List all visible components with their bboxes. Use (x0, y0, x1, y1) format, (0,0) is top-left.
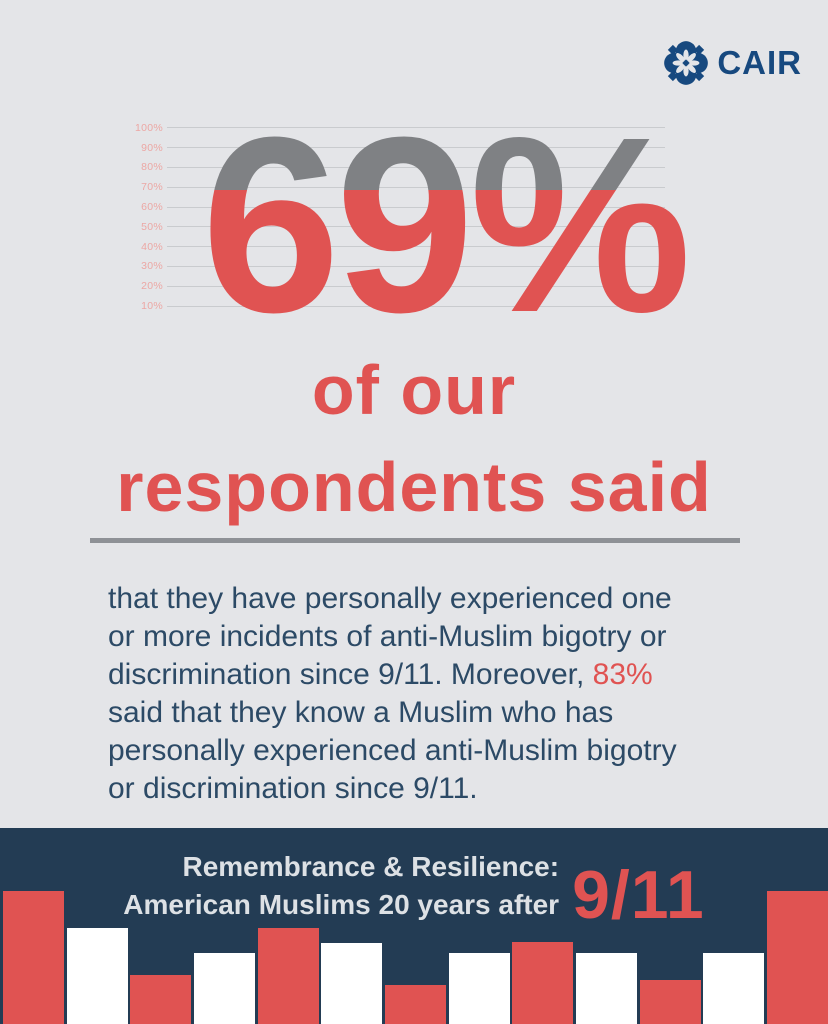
body-paragraph (108, 580, 677, 808)
flag-bar-red (767, 891, 828, 1024)
flag-bar-white (67, 928, 128, 1024)
body-text: or discrimination since 9/11. (108, 772, 478, 805)
body-line (108, 656, 677, 694)
cair-rosette-icon (663, 40, 709, 86)
flag-bar-red (258, 928, 319, 1024)
body-line (108, 694, 677, 732)
divider-rule (90, 538, 740, 543)
body-text: that they have personally experienced one (108, 582, 672, 615)
body-text: personally experienced anti-Muslim bigotry (108, 734, 677, 767)
banner-title-line-2: American Muslims 20 years after (123, 889, 560, 920)
body-line (108, 618, 677, 656)
body-text: said that they know a Muslim who has (108, 696, 614, 729)
flag-bar-red (640, 980, 701, 1024)
flag-bar-white (703, 953, 764, 1024)
stat-subtitle-line-1: of our (311, 351, 517, 429)
banner-title-line-1: Remembrance & Resilience: (182, 851, 560, 882)
stat-subtitle-line-2: respondents said (116, 448, 712, 526)
body-line (108, 732, 677, 770)
body-text: or more incidents of anti-Muslim bigotry or (108, 620, 667, 653)
brand-wordmark: CAIR (717, 44, 802, 81)
flag-bar-white (321, 943, 382, 1024)
flag-bar-white (449, 953, 510, 1024)
footer-banner (0, 828, 828, 1024)
cair-logo (663, 40, 802, 86)
flag-bar-white (194, 953, 255, 1024)
flag-bar-white (576, 953, 637, 1024)
body-line (108, 580, 677, 618)
flag-bar-red (385, 985, 446, 1024)
flag-bars (0, 884, 828, 1024)
flag-bar-red (3, 891, 64, 1024)
stat-value: 69% (60, 100, 828, 350)
highlighted-stat: 83% (592, 658, 653, 691)
flag-bar-red (512, 942, 573, 1024)
body-text: discrimination since 9/11. Moreover, (108, 658, 593, 691)
banner-911: 9/11 (572, 857, 705, 934)
flag-bar-red (130, 975, 191, 1024)
stat-subtitle (0, 342, 828, 536)
body-line (108, 770, 677, 808)
